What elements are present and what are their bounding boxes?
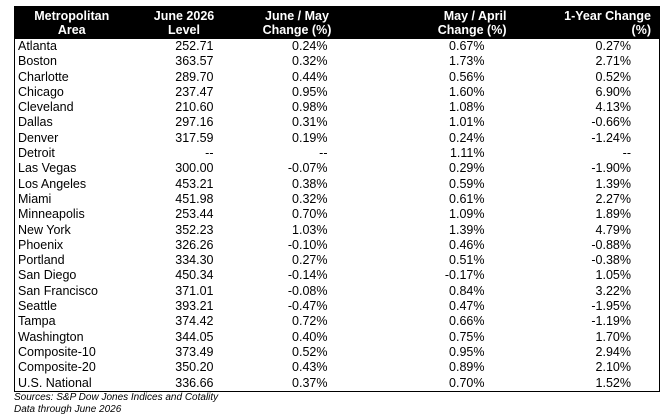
level-cell: 344.05 <box>175 329 214 344</box>
metro-area-cell: Washington <box>18 329 84 344</box>
month-change-cell: 0.24% <box>292 39 328 53</box>
prior-month-change-cell: 0.29% <box>449 161 485 176</box>
metro-area-cell: Las Vegas <box>18 161 77 176</box>
month-change-cell: 0.27% <box>292 253 328 268</box>
month-change-cell: 0.32% <box>292 54 328 69</box>
month-change-cell: 0.37% <box>292 375 328 390</box>
header-line-2: (%) <box>631 23 651 37</box>
year-change-cell: 4.13% <box>595 100 631 115</box>
month-change-cell: 0.70% <box>292 207 328 222</box>
header-line-1: June / May <box>265 9 329 23</box>
prior-month-change-cell: -0.17% <box>444 268 485 283</box>
prior-month-change-cell: 0.66% <box>449 314 485 329</box>
year-change-cell: 0.27% <box>595 39 631 53</box>
home-price-table <box>14 6 660 392</box>
level-cell: 334.30 <box>175 253 214 268</box>
metro-area-cell: Minneapolis <box>18 207 85 222</box>
table-header <box>15 7 660 40</box>
year-change-cell: 3.22% <box>595 283 631 298</box>
level-cell: 326.26 <box>175 237 214 252</box>
month-change-cell: 0.40% <box>292 329 328 344</box>
header-line-2: Change (%) <box>437 23 507 37</box>
header-level <box>129 7 240 40</box>
level-cell: 210.60 <box>175 100 214 115</box>
prior-month-change-cell: 1.39% <box>449 222 485 237</box>
month-change-cell: 0.43% <box>292 360 328 375</box>
prior-month-change-cell: 1.60% <box>449 84 485 99</box>
prior-month-change-cell: 1.08% <box>449 100 485 115</box>
table-row <box>15 85 660 100</box>
metro-area-cell: Charlotte <box>18 69 69 84</box>
metro-area-cell: Seattle <box>18 299 57 314</box>
metro-area-cell: Atlanta <box>18 39 57 53</box>
year-change-cell: -- <box>622 146 631 161</box>
year-change-cell: 0.52% <box>595 69 631 84</box>
year-change-cell: 1.05% <box>595 268 631 283</box>
metro-area-cell: San Francisco <box>18 283 98 298</box>
level-cell: 297.16 <box>175 115 214 130</box>
month-change-cell: 0.98% <box>292 100 328 115</box>
prior-month-change-cell: 1.73% <box>449 54 485 69</box>
prior-month-change-cell: 0.46% <box>449 237 485 252</box>
metro-area-cell: Chicago <box>18 84 64 99</box>
table-row <box>15 238 660 253</box>
metro-area-cell: Phoenix <box>18 237 64 252</box>
level-cell: 300.00 <box>175 161 214 176</box>
level-cell: 374.42 <box>175 314 214 329</box>
level-cell: 289.70 <box>175 69 214 84</box>
table-row <box>15 70 660 85</box>
metro-area-cell: San Diego <box>18 268 77 283</box>
metro-area-cell: Miami <box>18 191 52 206</box>
metro-area-cell: Tampa <box>18 314 56 329</box>
home-price-table-container <box>14 6 659 392</box>
prior-month-change-cell: 1.09% <box>449 207 485 222</box>
month-change-cell: 1.03% <box>292 222 328 237</box>
table-row <box>15 115 660 130</box>
table-row <box>15 253 660 268</box>
table-row <box>15 161 660 176</box>
metro-area-cell: Composite-20 <box>18 360 96 375</box>
year-change-cell: 1.52% <box>595 375 631 390</box>
header-year-change <box>515 7 660 40</box>
header-line-1: Metropolitan <box>34 9 110 23</box>
table-row <box>15 100 660 115</box>
table-row <box>15 360 660 375</box>
table-row <box>15 146 660 161</box>
table-row <box>15 376 660 392</box>
prior-month-change-cell: 0.59% <box>449 176 485 191</box>
header-line-1: 1-Year Change <box>564 9 651 23</box>
level-cell: 350.20 <box>175 360 214 375</box>
table-body <box>15 39 660 391</box>
table-row <box>15 268 660 283</box>
prior-month-change-cell: 0.70% <box>449 375 485 390</box>
table-row <box>15 314 660 329</box>
table-row <box>15 223 660 238</box>
table-row <box>15 207 660 222</box>
prior-month-change-cell: 0.24% <box>449 130 485 145</box>
month-change-cell: 0.95% <box>292 84 328 99</box>
data-through-note: Data through June 2026 <box>14 403 122 415</box>
month-change-cell: 0.19% <box>292 130 328 145</box>
month-change-cell: -0.47% <box>287 299 328 314</box>
level-cell: 453.21 <box>175 176 214 191</box>
month-change-cell: 0.72% <box>292 314 328 329</box>
metro-area-cell: Composite-10 <box>18 344 96 359</box>
metro-area-cell: Cleveland <box>18 100 74 115</box>
level-cell: 336.66 <box>175 375 214 390</box>
table-notes <box>14 392 218 415</box>
month-change-cell: -- <box>319 146 328 161</box>
month-change-cell: -0.14% <box>287 268 328 283</box>
prior-month-change-cell: 0.75% <box>449 329 485 344</box>
year-change-cell: 2.10% <box>595 360 631 375</box>
prior-month-change-cell: 0.47% <box>449 299 485 314</box>
year-change-cell: 1.39% <box>595 176 631 191</box>
month-change-cell: -0.08% <box>287 283 328 298</box>
month-change-cell: -0.07% <box>287 161 328 176</box>
table-row <box>15 330 660 345</box>
header-metropolitan-area <box>15 7 129 40</box>
month-change-cell: 0.38% <box>292 176 328 191</box>
prior-month-change-cell: 1.11% <box>449 146 485 161</box>
level-cell: 237.47 <box>175 84 214 99</box>
table-row <box>15 192 660 207</box>
month-change-cell: -0.10% <box>287 237 328 252</box>
table-row <box>15 345 660 360</box>
header-line-1: May / April <box>443 9 507 23</box>
table-row <box>15 299 660 314</box>
year-change-cell: 4.79% <box>595 222 631 237</box>
year-change-cell: -0.66% <box>591 115 631 130</box>
level-cell: 450.34 <box>175 268 214 283</box>
header-row <box>15 7 660 40</box>
header-prior-month-change <box>355 7 515 40</box>
level-cell: 253.44 <box>175 207 214 222</box>
prior-month-change-cell: 1.01% <box>449 115 485 130</box>
level-cell: 373.49 <box>175 344 214 359</box>
sources-note: Sources: S&P Dow Jones Indices and Cotality <box>14 392 219 403</box>
table-row <box>15 54 660 69</box>
table-row <box>15 131 660 146</box>
year-change-cell: -1.90% <box>591 161 631 176</box>
year-change-cell: -1.95% <box>591 299 631 314</box>
header-line-2: Change (%) <box>262 23 332 37</box>
metro-area-cell: Dallas <box>18 115 53 130</box>
header-line-2: Level <box>168 23 200 37</box>
month-change-cell: 0.52% <box>292 344 328 359</box>
level-cell: 252.71 <box>175 39 214 53</box>
metro-area-cell: U.S. National <box>18 375 92 390</box>
metro-area-cell: New York <box>18 222 71 237</box>
year-change-cell: 2.94% <box>595 344 631 359</box>
prior-month-change-cell: 0.51% <box>449 253 485 268</box>
year-change-cell: 1.89% <box>595 207 631 222</box>
level-cell: -- <box>205 146 214 161</box>
year-change-cell: -1.24% <box>591 130 631 145</box>
prior-month-change-cell: 0.56% <box>449 69 485 84</box>
year-change-cell: 1.70% <box>595 329 631 344</box>
year-change-cell: -1.19% <box>591 314 631 329</box>
metro-area-cell: Boston <box>18 54 57 69</box>
table-row <box>15 39 660 54</box>
metro-area-cell: Denver <box>18 130 59 145</box>
year-change-cell: 2.27% <box>595 191 631 206</box>
level-cell: 317.59 <box>175 130 214 145</box>
month-change-cell: 0.31% <box>292 115 328 130</box>
month-change-cell: 0.44% <box>292 69 328 84</box>
year-change-cell: 2.71% <box>595 54 631 69</box>
metro-area-cell: Detroit <box>18 146 55 161</box>
prior-month-change-cell: 0.89% <box>449 360 485 375</box>
level-cell: 371.01 <box>175 283 214 298</box>
prior-month-change-cell: 0.84% <box>449 283 485 298</box>
level-cell: 393.21 <box>175 299 214 314</box>
header-line-1: June 2026 <box>153 9 215 23</box>
table-row <box>15 284 660 299</box>
level-cell: 451.98 <box>175 191 214 206</box>
prior-month-change-cell: 0.67% <box>449 39 485 53</box>
metro-area-cell: Portland <box>18 253 65 268</box>
header-month-change <box>240 7 355 40</box>
year-change-cell: -0.38% <box>591 253 631 268</box>
header-line-2: Area <box>57 23 86 37</box>
year-change-cell: 6.90% <box>595 84 631 99</box>
month-change-cell: 0.32% <box>292 191 328 206</box>
table-row <box>15 177 660 192</box>
metro-area-cell: Los Angeles <box>18 176 87 191</box>
year-change-cell: -0.88% <box>591 237 631 252</box>
prior-month-change-cell: 0.95% <box>449 344 485 359</box>
prior-month-change-cell: 0.61% <box>449 191 485 206</box>
level-cell: 352.23 <box>175 222 214 237</box>
level-cell: 363.57 <box>175 54 214 69</box>
